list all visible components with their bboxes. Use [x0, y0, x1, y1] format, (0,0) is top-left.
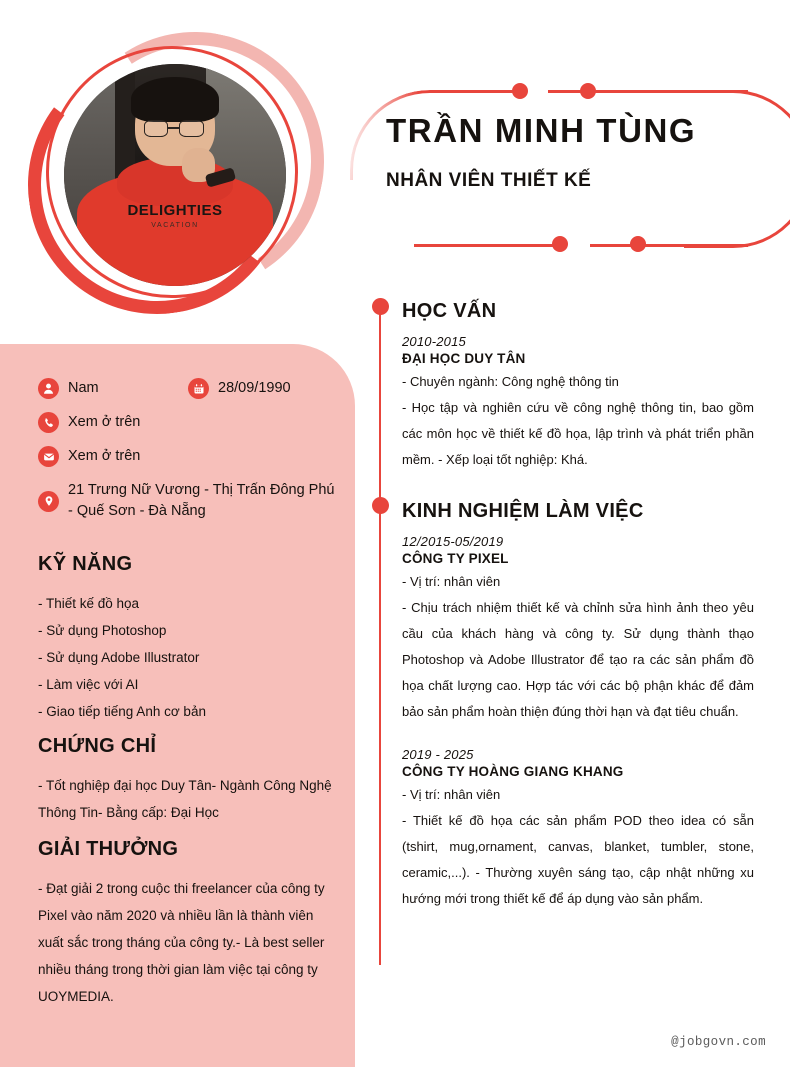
skill-item: - Sử dụng Photoshop — [38, 623, 167, 638]
envelope-icon — [38, 446, 59, 467]
photo-glasses-right — [179, 120, 203, 138]
awards-text: - Đạt giải 2 trong cuộc thi freelancer của công ty Pixel vào năm 2020 và nhiều lần là thành viên xuất sắc trong tháng của công ty.- Là best seller nhiều tháng trong thời gian làm việc tại công ty UOYMEDIA. — [38, 881, 325, 1004]
frame-right-cap — [684, 90, 790, 248]
entry-organization: CÔNG TY PIXEL — [402, 551, 509, 566]
experience-entry — [402, 534, 754, 725]
contact-email-text: Xem ở trên — [68, 448, 141, 464]
skills-heading: KỸ NĂNG — [38, 553, 133, 575]
contact-gender-text: Nam — [68, 380, 99, 396]
frame-top-bar-left — [452, 90, 520, 93]
calendar-icon — [188, 378, 209, 399]
contact-phone-text: Xem ở trên — [68, 414, 141, 430]
contact-item-gender — [38, 378, 188, 399]
skill-item: - Thiết kế đồ họa — [38, 596, 140, 611]
contact-dob-text: 28/09/1990 — [218, 380, 291, 396]
frame-dot-top-left — [512, 83, 528, 99]
certificates-heading: CHỨNG CHỈ — [38, 735, 157, 757]
timeline-dot-experience — [372, 497, 389, 514]
photo-hoodie-text-secondary: VACATION — [151, 221, 199, 229]
education-heading: HỌC VẤN — [402, 300, 497, 322]
entry-line: - Vị trí: nhân viên — [402, 787, 501, 802]
location-pin-icon — [38, 491, 59, 512]
entry-organization: CÔNG TY HOÀNG GIANG KHANG — [402, 764, 624, 779]
entry-organization: ĐẠI HỌC DUY TÂN — [402, 351, 526, 366]
profile-photo-block — [36, 42, 304, 310]
skills-section — [38, 553, 338, 725]
contact-item-phone — [38, 412, 338, 433]
awards-heading: GIẢI THƯỞNG — [38, 838, 179, 860]
frame-dot-bottom-right — [630, 236, 646, 252]
name-header-block — [352, 84, 764, 256]
entry-description: - Thiết kế đồ họa các sản phẩm POD theo idea có sẵn (tshirt, mug,ornament, canvas, blanket, tumbler, stone, ceramic,...). - Thường xuyên sáng tạo, cập nhật những xu hướng mới trong thiết kế để áp dụng vào sản phẩm. — [402, 813, 754, 906]
entry-description: - Chịu trách nhiệm thiết kế và chỉnh sửa hình ảnh theo yêu cầu của khách hàng và công ty. Sử dụng thành thạo Photoshop và Adobe Illustrator để tạo ra các sản phẩm đồ họa chất lượng cao. Hợp tác với các bộ phận khác để đảm bảo sản phẩm hoàn thiện đúng thời hạn và đạt tiêu chuẩn. — [402, 600, 754, 719]
skill-item: - Sử dụng Adobe Illustrator — [38, 650, 200, 665]
frame-dot-top-right — [580, 83, 596, 99]
entry-line: - Vị trí: nhân viên — [402, 574, 501, 589]
footer-watermark: @jobgovn.com — [671, 1035, 766, 1049]
awards-section — [38, 838, 338, 1010]
entry-date: 2010-2015 — [402, 334, 466, 349]
experience-heading: KINH NGHIỆM LÀM VIỆC — [402, 500, 644, 522]
entry-date: 2019 - 2025 — [402, 747, 474, 762]
entry-description: - Học tập và nghiên cứu về công nghệ thông tin, bao gồm các môn học về thiết kế đồ họa, lập trình và phát triển phần mềm. - Xếp loại tốt nghiệp: Khá. — [402, 400, 754, 467]
certificates-section — [38, 735, 338, 826]
photo-glasses-left — [144, 120, 168, 138]
education-entry — [402, 334, 754, 473]
frame-dot-bottom-left — [552, 236, 568, 252]
experience-section — [402, 500, 754, 912]
photo-hoodie-text-primary: DELIGHTIES — [127, 201, 223, 219]
contact-item-dob — [188, 378, 291, 399]
contact-item-email — [38, 446, 338, 467]
experience-entry — [402, 747, 754, 912]
contact-item-address — [38, 480, 338, 522]
entry-date: 12/2015-05/2019 — [402, 534, 504, 549]
timeline-dot-education — [372, 298, 389, 315]
contact-row-gender-dob — [38, 378, 338, 399]
job-title: NHÂN VIÊN THIẾT KẾ — [386, 170, 592, 191]
full-name: TRẦN MINH TÙNG — [386, 112, 697, 149]
contact-list — [38, 378, 338, 535]
certificates-text: - Tốt nghiệp đại học Duy Tân- Ngành Công Nghệ Thông Tin- Bằng cấp: Đại Học — [38, 778, 332, 820]
skill-item: - Giao tiếp tiếng Anh cơ bản — [38, 704, 206, 719]
phone-icon — [38, 412, 59, 433]
person-icon — [38, 378, 59, 399]
frame-bottom-bar-left — [414, 244, 560, 247]
photo-glasses-bridge — [168, 127, 179, 129]
profile-photo — [64, 64, 286, 286]
education-section — [402, 300, 754, 473]
timeline-line — [379, 305, 381, 965]
photo-hair — [131, 77, 220, 121]
contact-address-text: 21 Trưng Nữ Vương - Thị Trấn Đông Phú - Quế Sơn - Đà Nẵng — [68, 482, 335, 519]
entry-line: - Chuyên ngành: Công nghệ thông tin — [402, 374, 619, 389]
skill-item: - Làm việc với AI — [38, 677, 139, 692]
